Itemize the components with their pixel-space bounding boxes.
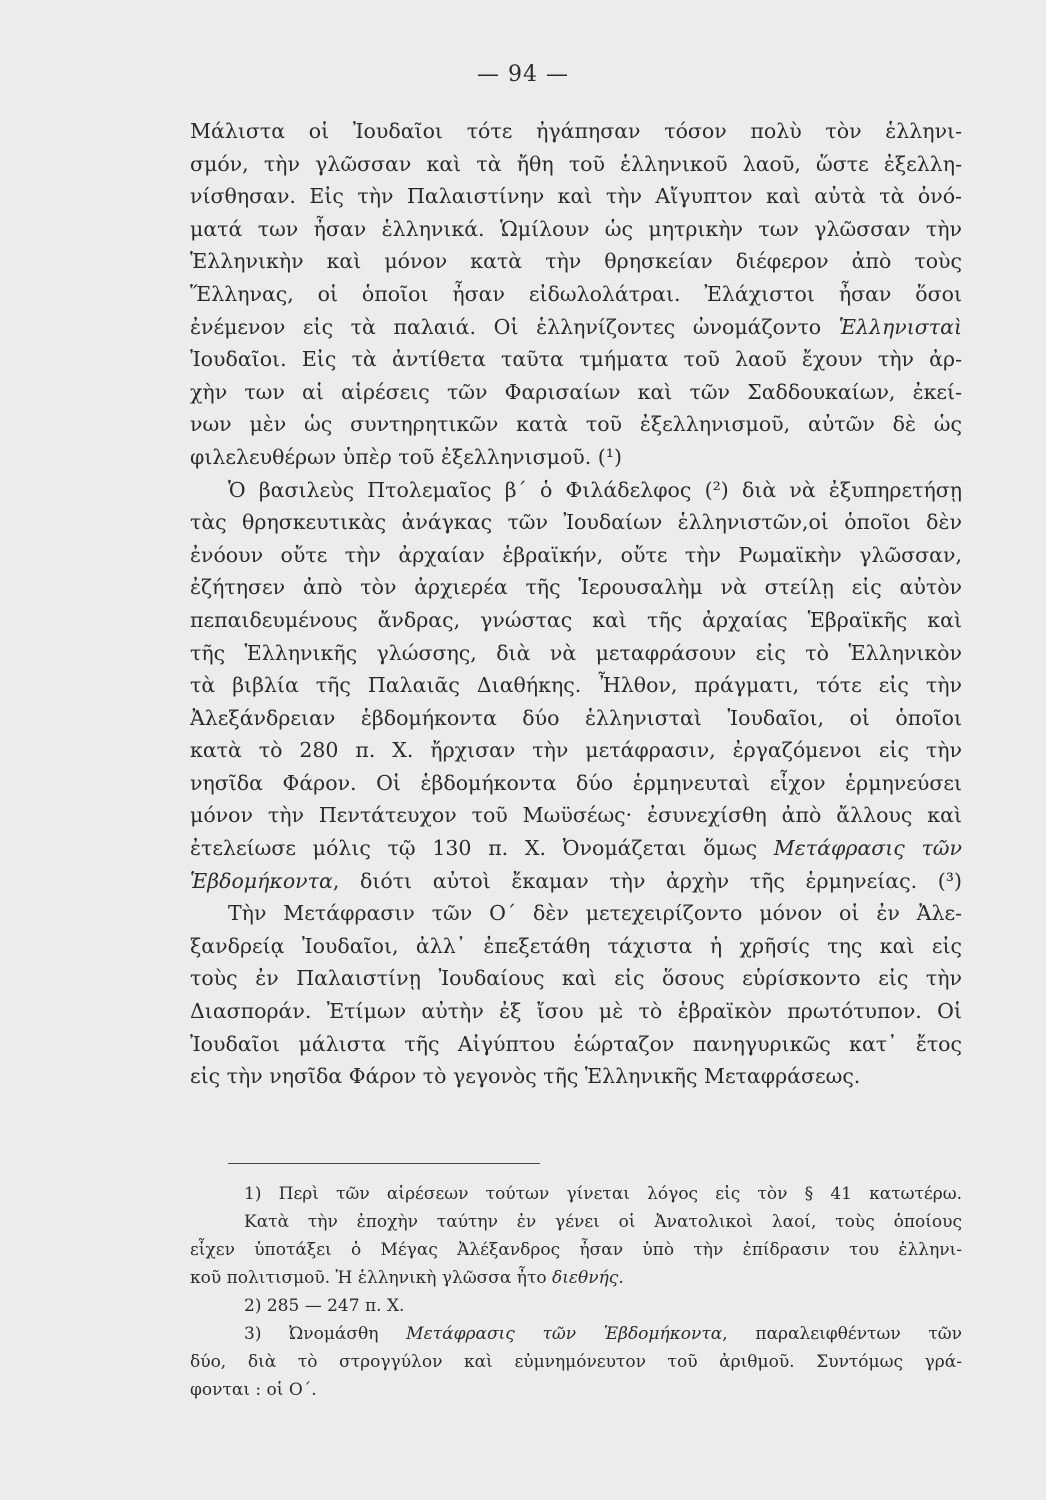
- text-line: τὰ βιβλία τῆς Παλαιᾶς Διαθήκης. Ἦλθον, πράγματι, τότε εἰς τὴν: [190, 673, 962, 698]
- text-line: Τὴν Μετάφρασιν τῶν Ο΄ δὲν μετεχειρίζοντο μόνον οἱ ἐν Ἀλε-: [228, 901, 962, 926]
- text-line: κατὰ τὸ 280 π. Χ. ἤρχισαν τὴν μετάφρασιν, ἐργαζόμενοι εἰς τὴν: [190, 738, 962, 763]
- text-line: νων μὲν ὡς συντηρητικῶν κατὰ τοῦ ἐξελληνισμοῦ, αὐτῶν δὲ ὡς: [190, 412, 962, 437]
- text-fragment: , διότι αὐτοὶ ἔκαμαν τὴν ἀρχὴν τῆς ἑρμηνείας. (³): [332, 868, 962, 893]
- text-line: ἐνόουν οὔτε τὴν ἀρχαίαν ἑβραϊκήν, οὔτε τὴν Ρωμαϊκὴν γλῶσσαν,: [190, 542, 962, 567]
- text-line: Μάλιστα οἱ Ἰουδαῖοι τότε ἠγάπησαν τόσον πολὺ τὸν ἑλληνι-: [190, 119, 962, 143]
- footnote-divider: [228, 1163, 540, 1164]
- text-fragment: ἐτελείωσε μόλις τῷ 130 π. Χ. Ὀνομάζεται ὅμως: [190, 836, 758, 861]
- text-line: χὴν των αἱ αἱρέσεις τῶν Φαρισαίων καὶ τῶν Σαδδουκαίων, ἐκεί-: [190, 379, 962, 404]
- text-fragment: ἐνέμενον εἰς τὰ παλαιά. Οἱ ἑλληνίζοντες ὠνομάζοντο: [190, 314, 822, 339]
- text-line: Ἑλληνικὴν καὶ μόνον κατὰ τὴν θρησκείαν διέφερον ἀπὸ τοὺς: [190, 249, 962, 274]
- italic-term: διεθνής.: [552, 1268, 624, 1288]
- text-line: [190, 311, 962, 344]
- text-line: Διασποράν. Ἐτίμων αὐτὴν ἐξ ἴσου μὲ τὸ ἑβραϊκὸν πρωτότυπον. Οἱ: [190, 999, 962, 1024]
- italic-title: Ἑβδομήκοντα: [190, 868, 333, 893]
- text-line: μόνον τὴν Πεντάτευχον τοῦ Μωϋσέως· ἐσυνεχίσθη ἀπὸ ἄλλους καὶ: [190, 803, 962, 828]
- text-line: νησῖδα Φάρον. Οἱ ἑβδομήκοντα δύο ἑρμηνευταὶ εἶχον ἑρμηνεύσει: [190, 770, 962, 795]
- footnote-line: 2) 285 — 247 π. Χ.: [244, 1296, 405, 1316]
- text-line: [190, 865, 962, 898]
- text-line: [190, 832, 962, 865]
- page-number: — 94 —: [477, 62, 569, 87]
- text-fragment: κοῦ πολιτισμοῦ. Ἡ ἑλληνικὴ γλῶσσα ἦτο: [190, 1268, 547, 1288]
- text-fragment: , παραλειφθέντων τῶν: [722, 1324, 962, 1344]
- footnotes: [190, 1180, 962, 1404]
- text-line: σμόν, τὴν γλῶσσαν καὶ τὰ ἤθη τοῦ ἑλληνικοῦ λαοῦ, ὥστε ἐξελλη-: [190, 151, 962, 176]
- text-line: ματά των ἦσαν ἑλληνικά. Ὡμίλουν ὡς μητρικὴν των γλῶσσαν τὴν: [190, 216, 962, 241]
- text-line: ἐζήτησεν ἀπὸ τὸν ἀρχιερέα τῆς Ἱερουσαλὴμ νὰ στείλῃ εἰς αὐτὸν: [190, 575, 962, 600]
- text-line: τοὺς ἐν Παλαιστίνῃ Ἰουδαίους καὶ εἰς ὅσους εὑρίσκοντο εἰς τὴν: [190, 966, 962, 991]
- footnote-line: δύο, διὰ τὸ στρογγύλον καὶ εὐμνημόνευτον τοῦ ἀριθμοῦ. Συντόμως γρά-: [190, 1352, 962, 1372]
- italic-term: Ἑλληνισταὶ: [838, 314, 962, 339]
- text-line: τῆς Ἑλληνικῆς γλώσσης, διὰ νὰ μεταφράσουν εἰς τὸ Ἑλληνικὸν: [190, 640, 962, 665]
- text-line: τὰς θρησκευτικὰς ἀνάγκας τῶν Ἰουδαίων ἑλληνιστῶν,οἱ ὁποῖοι δὲν: [190, 510, 962, 535]
- text-fragment: 3) Ὠνομάσθη: [244, 1324, 379, 1344]
- footnote-line: Κατὰ τὴν ἐποχὴν ταύτην ἐν γένει οἱ Ἀνατολικοὶ λαοί, τοὺς ὁποίους: [244, 1212, 962, 1232]
- footnote-line: [190, 1264, 962, 1292]
- text-line: Ἕλληνας, οἱ ὁποῖοι ἦσαν εἰδωλολάτραι. Ἐλάχιστοι ἦσαν ὅσοι: [190, 281, 962, 306]
- footnote-line: φονται : οἱ Ο΄.: [190, 1380, 317, 1400]
- text-line: νίσθησαν. Εἰς τὴν Παλαιστίνην καὶ τὴν Αἴγυπτον καὶ αὐτὰ τὰ ὀνό-: [190, 184, 962, 209]
- text-line: Ἰουδαῖοι. Εἰς τὰ ἀντίθετα ταῦτα τμήματα τοῦ λαοῦ ἔχουν τὴν ἀρ-: [190, 347, 962, 372]
- text-line: ξανδρείᾳ Ἰουδαῖοι, ἀλλ᾽ ἐπεξετάθη τάχιστα ἡ χρῆσίς της καὶ εἰς: [190, 933, 962, 958]
- text-line: πεπαιδευμένους ἄνδρας, γνώστας καὶ τῆς ἀρχαίας Ἑβραϊκῆς καὶ: [190, 607, 962, 632]
- text-line: Ἰουδαῖοι μάλιστα τῆς Αἰγύπτου ἑώρταζον πανηγυρικῶς κατ᾽ ἔτος: [190, 1031, 962, 1056]
- text-line: φιλελευθέρων ὑπὲρ τοῦ ἐξελληνισμοῦ. (¹): [190, 444, 623, 469]
- footnote-line: [190, 1320, 962, 1348]
- main-text: [190, 115, 962, 1093]
- italic-title: Μετάφρασις τῶν Ἑβδομήκοντα: [406, 1324, 723, 1344]
- text-line: Ὁ βασιλεὺς Πτολεμαῖος β΄ ὁ Φιλάδελφος (²) διὰ νὰ ἐξυπηρετήσῃ: [228, 477, 962, 502]
- text-line: Ἀλεξάνδρειαν ἑβδομήκοντα δύο ἑλληνισταὶ Ἰουδαῖοι, οἱ ὁποῖοι: [190, 705, 962, 730]
- footnote-line: 1) Περὶ τῶν αἱρέσεων τούτων γίνεται λόγος εἰς τὸν § 41 κατωτέρω.: [244, 1184, 962, 1204]
- italic-title: Μετάφρασις τῶν: [773, 836, 962, 861]
- footnote-line: εἶχεν ὑποτάξει ὁ Μέγας Ἀλέξανδρος ἦσαν ὑπὸ τὴν ἐπίδρασιν του ἑλληνι-: [190, 1240, 962, 1260]
- text-line: εἰς τὴν νησῖδα Φάρον τὸ γεγονὸς τῆς Ἑλληνικῆς Μεταφράσεως.: [190, 1064, 861, 1089]
